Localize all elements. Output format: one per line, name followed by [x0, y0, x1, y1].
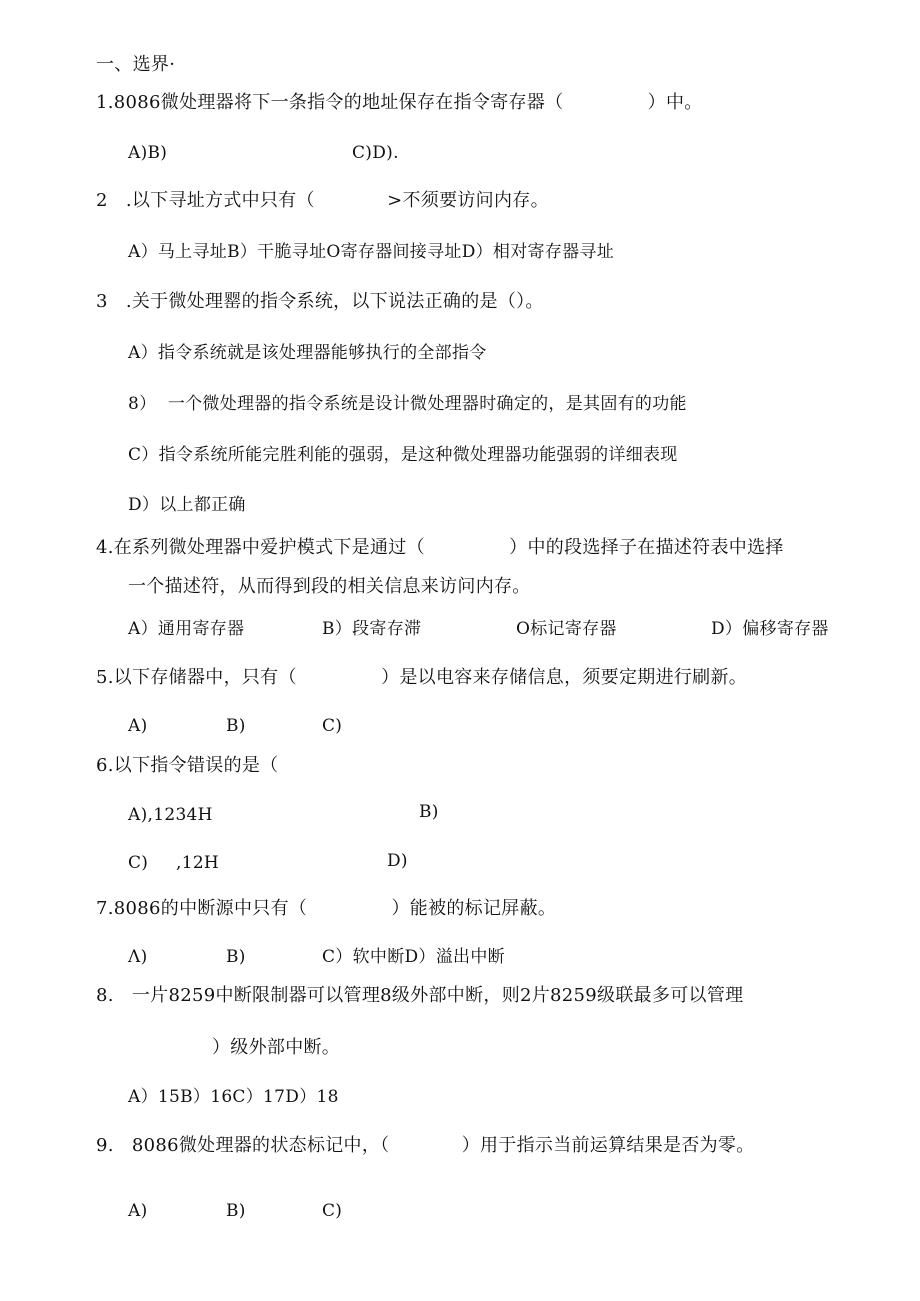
- question-3-option: C）指令系统所能完胜利能的强弱，是这种微处理器功能强弱的详细表现: [128, 445, 678, 465]
- question-6-option: A),1234H: [128, 805, 213, 825]
- question-1-option: C)D).: [352, 143, 399, 163]
- question-1-stem: 1.8086微处理器将下一条指令的地址保存在指令寄存器（ ）中。: [96, 92, 703, 113]
- question-5-option: A): [128, 716, 148, 736]
- question-9-option: B): [226, 1201, 246, 1221]
- question-8-stem: 8. 一片8259中断限制器可以管理8级外部中断，则2片8259级联最多可以管理: [96, 985, 744, 1006]
- question-7-option: C）软中断D）溢出中断: [322, 947, 505, 967]
- question-8-option: A）15B）16C）17D）18: [128, 1087, 339, 1107]
- question-5-option: C): [322, 716, 343, 736]
- question-2-option: A）马上寻址B）干脆寻址O寄存器间接寻址D）相对寄存器寻址: [128, 242, 615, 262]
- question-6-option: D): [387, 851, 408, 871]
- question-3-stem: 3 .关于微处理罂的指令系统，以下说法正确的是（）。: [96, 291, 544, 312]
- question-4-option: D）偏移寄存器: [711, 619, 829, 639]
- question-5-option: B): [226, 716, 246, 736]
- question-4-stem: 4.在系列微处理器中爱护模式下是通过（ ）中的段选择子在描述符表中选择: [96, 537, 784, 558]
- question-8-stem-continuation: ）级外部中断。: [212, 1037, 341, 1058]
- question-3-option: 8） 一个微处理器的指令系统是设计微处理器时确定的，是其固有的功能: [128, 394, 687, 414]
- question-4-option: O标记寄存器: [516, 619, 617, 639]
- question-1-option: A)B): [128, 143, 168, 163]
- question-5-stem: 5.以下存储器中，只有（ ）是以电容来存储信息，须要定期进行刷新。: [96, 667, 748, 688]
- question-4-option: A）通用寄存器: [128, 619, 245, 639]
- question-7-stem: 7.8086的中断源中只有（ ）能被的标记屏蔽。: [96, 898, 557, 919]
- question-2-stem: 2 .以下寻址方式中只有（ >不须要访问内存。: [96, 190, 549, 211]
- question-4-option: B）段寄存滞: [322, 619, 422, 639]
- question-6-option: ,12H: [176, 853, 220, 873]
- question-7-option: B): [226, 947, 246, 967]
- question-9-option: C): [322, 1201, 343, 1221]
- section-title: 一、选界·: [96, 54, 176, 75]
- question-6-stem: 6.以下指令错误的是（: [96, 755, 279, 776]
- question-6-option: C): [128, 853, 149, 873]
- question-3-option: D）以上都正确: [128, 495, 246, 515]
- question-9-stem: 9. 8086微处理器的状态标记中，（ ）用于指示当前运算结果是否为零。: [96, 1135, 755, 1156]
- question-6-option: B): [419, 802, 439, 822]
- question-7-option: Λ): [128, 947, 148, 967]
- question-3-option: A）指令系统就是该处理器能够执行的全部指令: [128, 343, 487, 363]
- question-9-option: A): [128, 1201, 148, 1221]
- question-4-stem-continuation: 一个描述符，从而得到段的相关信息来访问内存。: [128, 576, 531, 597]
